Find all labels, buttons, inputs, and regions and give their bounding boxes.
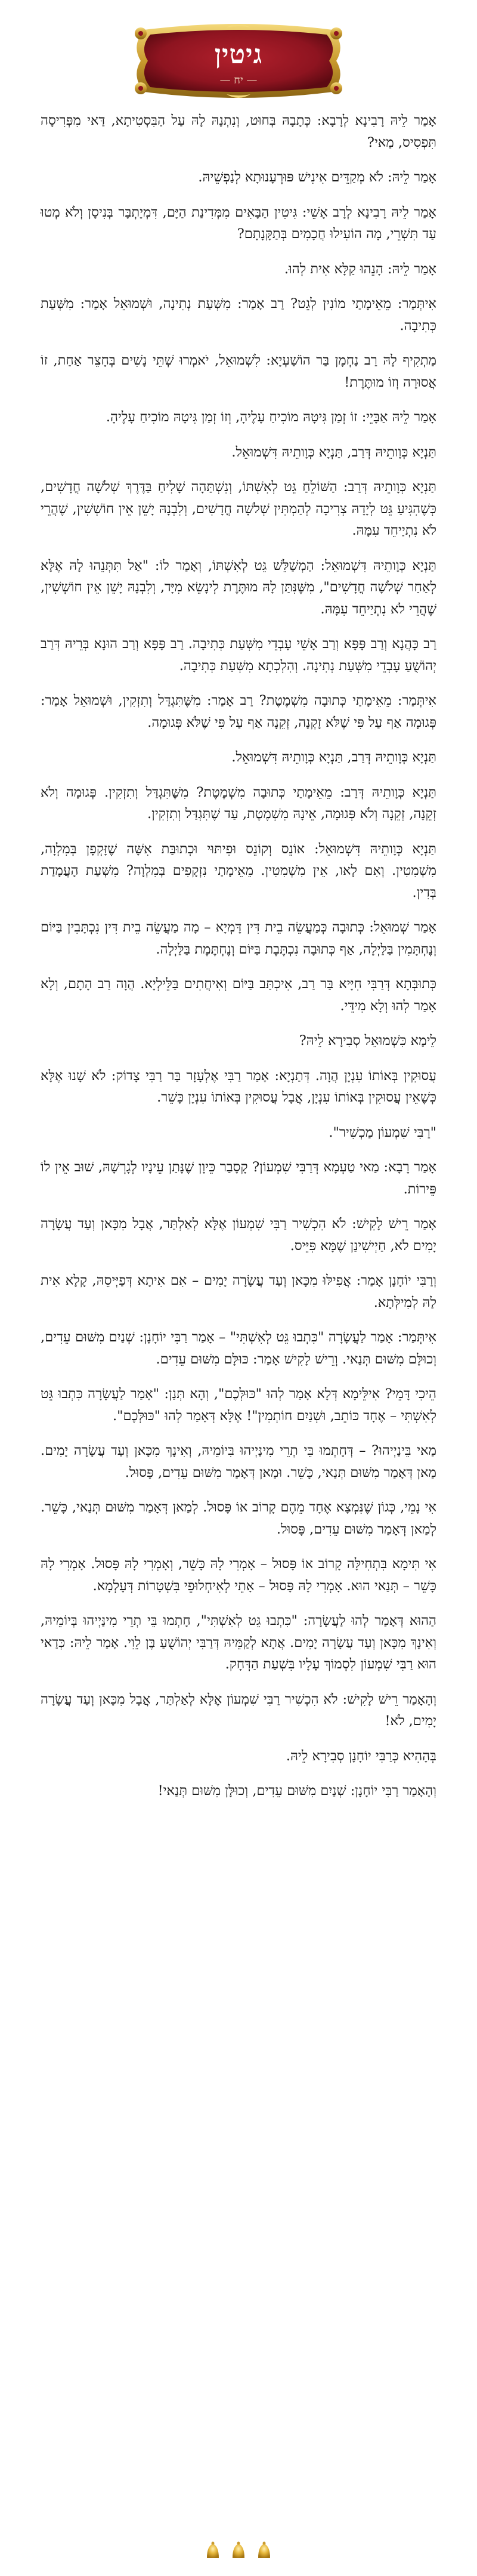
- bell-icon: [258, 2542, 270, 2559]
- paragraph: הַהוּא דְּאָמַר לְהוּ לַעֲשָׂרָה: "כִּתְבוּ גֵּט לְאִשְׁתִּי", חָתְמוּ בֵּי תְרֵי מִינַּיְיהוּ בְּיוֹמֵיהּ, וְאִינָךְ מִכָּאן וְעַד עֲשָׂרָה יָמִים. אֲתָא לְקַמֵּיהּ דְּרַבִּי יְהוֹשֻׁעַ בֶּן לֵוִי. אָמַר לֵיהּ: כְּדַאי הוּא רַבִּי שִׁמְעוֹן לִסְמוֹךְ עָלָיו בִּשְׁעַת הַדְּחָק.: [41, 1613, 436, 1672]
- paragraph: עֲסוּקִין בְּאוֹתוֹ עִנְיָן הֲוָה. דְּתַנְיָא: אָמַר רַבִּי אֶלְעָזָר בַּר רַבִּי צָדוֹק: לֹא שָׁנוּ אֶלָּא כְּשֶׁאֵין עֲסוּקִין בְּאוֹתוֹ עִנְיָן, אֲבָל עֲסוּקִין בְּאוֹתוֹ עִנְיָן כָּשֵׁר.: [41, 1068, 436, 1105]
- paragraph: וְרַבִּי יוֹחָנָן אָמַר: אֲפִילּוּ מִכָּאן וְעַד עֲשָׂרָה יָמִים – אִם אִיתָא דְּפַיְּיסֵהּ, קָלָא אִית לַהּ לְמִילְּתָא.: [41, 1273, 436, 1310]
- page-number: — יח —: [219, 74, 258, 87]
- paragraph: לֵימָא כִּשְׁמוּאֵל סְבִירָא לֵיהּ?: [299, 1033, 436, 1048]
- paragraph: אִיתְּמַר: מֵאֵימָתַי כְּתוּבָה מִשְׁמֶטֶת? רַב אָמַר: מִשֶּׁתִּגְדַּל וְתִזְקִין, וּשְׁמוּאֵל אָמַר: פְּגוּמָה אַף עַל פִּי שֶׁלֹּא זָקְנָה, זְקֵנָה אַף עַל פִּי שֶׁלֹּא פְּגוּמָה.: [41, 693, 436, 730]
- paragraph: "רַבִּי שִׁמְעוֹן מַכְשִׁיר".: [329, 1124, 436, 1140]
- paragraph: רַב כָּהֲנָא וְרַב פָּפָּא וְרַב אָשֵׁי עָבְדֵי מִשְּׁעַת כְּתִיבָה. רַב פָּפָּא וְרַב הוּנָא בְּרֵיהּ דְּרַב יְהוֹשֻׁעַ עָבְדֵי מִשְּׁעַת נְתִינָה. וְהִלְכְתָא מִשְּׁעַת כְּתִיבָה.: [41, 636, 436, 674]
- header-banner: [126, 21, 351, 100]
- talmud-text: [41, 110, 436, 1815]
- paragraph: וְהָאָמַר רַבִּי יוֹחָנָן: שְׁנַיִם מִשּׁוּם עֵדִים, וְכוּלָּן מִשּׁוּם תְּנַאי!: [157, 1783, 436, 1798]
- bell-icon: [233, 2542, 244, 2559]
- paragraph: אִי נָמֵי, כְּגוֹן שֶׁנִּמְצָא אֶחָד מֵהֶם קָרוֹב אוֹ פָּסוּל. לְמַאן דְּאָמַר מִשּׁוּם תְּנַאי, כָּשֵׁר. לְמַאן דְּאָמַר מִשּׁוּם עֵדִים, פָּסוּל.: [41, 1500, 436, 1537]
- tractate-title: גיטין: [214, 39, 263, 70]
- paragraph: וְהָאָמַר רֵישׁ לָקִישׁ: לֹא הִכְשִׁיר רַבִּי שִׁמְעוֹן אֶלָּא לְאַלְתַּר, אֲבָל מִכָּאן וְעַד עֲשָׂרָה יָמִים, לֹא!: [41, 1691, 436, 1729]
- paragraph: אָמַר לֵיהּ רָבִינָא לְרָבָא: כְּתָבָהּ בְּחוּט, וְנִתְנָהּ לָהּ עַל הַבִּסְטִיתָא, דַּאי מִפְּרִיסָה תִּפְסִיס, מַאי?: [41, 113, 436, 150]
- paragraph: תַּנְיָא כְּוָותֵיהּ דְּרַב, תַּנְיָא כְּוָותֵיהּ דִּשְׁמוּאֵל.: [231, 444, 436, 460]
- paragraph: תַּנְיָא כְּוָותֵיהּ דְּרַב: הַשּׁוֹלֵחַ גֵּט לְאִשְׁתּוֹ, וְנִשְׁתַּהָה שָׁלִיחַ בַּדֶּרֶךְ שְׁלֹשָׁה חֳדָשִׁים, כְּשֶׁהִגִּיעַ גֵּט לְיָדָהּ צְרִיכָה לְהַמְתִּין שְׁלֹשָׁה חֳדָשִׁים, וְלִבְנָהּ יָשֵׁן אֵין חוֹשְׁשִׁין, שֶׁהֲרֵי לֹא נִתְיַיחֵד עִמָּהּ.: [41, 479, 436, 538]
- paragraph: מַאי בֵּינַיְיהוּ? – דְּחָתְמוּ בֵּי תְרֵי מִינַּיְיהוּ בִּיוֹמֵיהּ, וְאִינָךְ מִכָּאן וְעַד עֲשָׂרָה יָמִים. מַאן דְּאָמַר מִשּׁוּם תְּנַאי, כָּשֵׁר. וּמַאן דְּאָמַר מִשּׁוּם עֵדִים, פָּסוּל.: [41, 1443, 436, 1480]
- paragraph: אִי תִּימָא בִּתְחִילָּה קָרוֹב אוֹ פָּסוּל – אָמְרִי לָהּ כָּשֵׁר, וְאָמְרִי לָהּ פָּסוּל. אָמְרִי לָהּ כָּשֵׁר – תְּנַאי הוּא. אָמְרִי לָהּ פָּסוּל – אָתֵי לְאִיחְלוּפֵי בִּשְׁטָרוֹת דְּעָלְמָא.: [41, 1556, 436, 1594]
- paragraph: אָמַר לֵיהּ אַבָּיֵי: זוֹ זְמַן גִּיטָהּ מוֹכִיחַ עָלֶיהָ, וְזוֹ זְמַן גִּיטָהּ מוֹכִיחַ עָלֶיהָ.: [106, 409, 436, 425]
- paragraph: תַּנְיָא כְּוָותֵיהּ דִּשְׁמוּאֵל: הַמְשַׁלֵּשׁ גֵּט לְאִשְׁתּוֹ, וְאָמַר לוֹ: "אַל תִּתְּנֵהוּ לָהּ אֶלָּא לְאַחַר שְׁלֹשָׁה חֳדָשִׁים", מִשֶּׁנִּתַּן לָהּ מוּתֶּרֶת לְינָשֵׂא מִיָּד, וְלִבְנָהּ יָשֵׁן אֵין חוֹשְׁשִׁין, שֶׁהֲרֵי לֹא נִתְיַיחֵד עִמָּהּ.: [41, 557, 436, 617]
- bell-icon: [207, 2542, 219, 2559]
- paragraph: תַּנְיָא כְּוָותֵיהּ דִּשְׁמוּאֵל: אוֹנֵס וְקוֹנֵס וּפִיתּוּי וּכְתוּבַּת אִשָּׁה שֶׁזָּקְפָן בְּמִלְוָה, מִשְׁמִטִין. וְאִם לָאו, אֵין מִשְׁמִטִין. מֵאֵימָתַי נִזְקָפִים בְּמִלְוָה? מִשְּׁעַת הָעֲמָדַת בְּדִין.: [41, 841, 436, 900]
- paragraph: תַּנְיָא כְּוָותֵיהּ דְּרַב, תַּנְיָא כְּוָותֵיהּ דִּשְׁמוּאֵל.: [231, 749, 436, 765]
- paragraph: אָמַר לֵיהּ: לֹא מְקַדֵּים אִינִישׁ פּוּרְעָנוּתָא לְנַפְשֵׁיהּ.: [198, 169, 436, 185]
- footer-ornament: [200, 2540, 277, 2562]
- paragraph: מַתְקִיף לָהּ רַב נַחְמָן בַּר הוֹשַׁעְיָא: לִשְׁמוּאֵל, יֹאמְרוּ שְׁתֵּי נָשִׁים בְּחָצֵר אַחַת, זוֹ אֲסוּרָה וְזוֹ מוּתֶּרֶת!: [41, 353, 436, 390]
- paragraph: אָמַר לֵיהּ: הָנֵהוּ קַלָּא אִית לְהוּ.: [284, 261, 436, 277]
- paragraph: הֵיכִי דָּמֵי? אִילֵּימָא דְּלָא אָמַר לְהוּ "כּוּלְּכֶם", וְהָא תְּנַן: "אָמַר לַעֲשָׂרָה כִּתְבוּ גֵּט לְאִשְׁתִּי – אֶחָד כּוֹתֵב, וּשְׁנַיִם חוֹתְמִין"! אֶלָּא דְּאָמַר לְהוּ "כּוּלְּכֶם".: [41, 1386, 436, 1424]
- paragraph: אִיתְּמַר: מֵאֵימָתַי מוֹנִין לְגֵט? רַב אָמַר: מִשְּׁעַת נְתִינָה, וּשְׁמוּאֵל אָמַר: מִשְּׁעַת כְּתִיבָה.: [41, 296, 436, 334]
- paragraph: אִיתְּמַר: אָמַר לַעֲשָׂרָה "כִּתְבוּ גֵּט לְאִשְׁתִּי" – אָמַר רַבִּי יוֹחָנָן: שְׁנַיִם מִשּׁוּם עֵדִים, וְכוּלָּם מִשּׁוּם תְּנַאי. וְרֵישׁ לָקִישׁ אָמַר: כּוּלָּם מִשּׁוּם עֵדִים.: [41, 1329, 436, 1367]
- paragraph: אָמַר לֵיהּ רָבִינָא לְרָב אָשֵׁי: גִּיטִין הַבָּאִים מִמְּדִינַת הַיָּם, דִּמְיָתְבָּר בְּנִיסָן וְלֹא מְטוּ עַד תִּשְׁרֵי, מָה הוֹעִילוּ חֲכָמִים בְּתַקָּנָתָם?: [41, 204, 436, 242]
- paragraph: בְּהָהִיא כְּרַבִּי יוֹחָנָן סְבִירָא לֵיהּ.: [286, 1748, 436, 1764]
- paragraph: תַּנְיָא כְּוָותֵיהּ דְּרַב: מֵאֵימָתַי כְּתוּבָה מִשְׁמֶטֶת? מִשֶּׁתִּגְדַּל וְתִזְקִין. פְּגוּמָה וְלֹא זְקֵנָה, זְקֵנָה וְלֹא פְּגוּמָה, אֵינָהּ מִשְׁמֶטֶת, עַד שֶׁתִּגְדַּל וְתִזְקִין.: [41, 784, 436, 822]
- paragraph: כְּתוּבְּתָא דְּרַבִּי חִיָּיא בַּר רַב, אִיכְתַּב בַּיּוֹם וְאִיחֲתִים בַּלֵּילְיָא. הֲוָה רַב הָתָם, וְלָא אָמַר לְהוּ וְלָא מִידֵּי.: [41, 976, 436, 1014]
- paragraph: אָמַר רָבָא: מַאי טַעְמָא דְּרַבִּי שִׁמְעוֹן? קָסָבַר כֵּיוָן שֶׁנָּתַן עֵינָיו לְגָרְשָׁהּ, שׁוּב אֵין לוֹ פֵּירוֹת.: [41, 1159, 436, 1197]
- paragraph: אָמַר שְׁמוּאֵל: כְּתוּבָה כְּמַעֲשֵׂה בֵית דִּין דָּמְיָא – מָה מַעֲשֵׂה בֵית דִּין נִכְתָּבִין בַּיּוֹם וְנֶחְתָּמִין בַּלַּיְלָה, אַף כְּתוּבָה נִכְתֶּבֶת בַּיּוֹם וְנֶחְתֶּמֶת בַּלַּיְלָה.: [41, 920, 436, 957]
- paragraph: אָמַר רֵישׁ לָקִישׁ: לֹא הִכְשִׁיר רַבִּי שִׁמְעוֹן אֶלָּא לְאַלְתַּר, אֲבָל מִכָּאן וְעַד עֲשָׂרָה יָמִים לֹא, חַיְישִׁינַן שֶׁמָּא פִּיֵּיס.: [41, 1216, 436, 1254]
